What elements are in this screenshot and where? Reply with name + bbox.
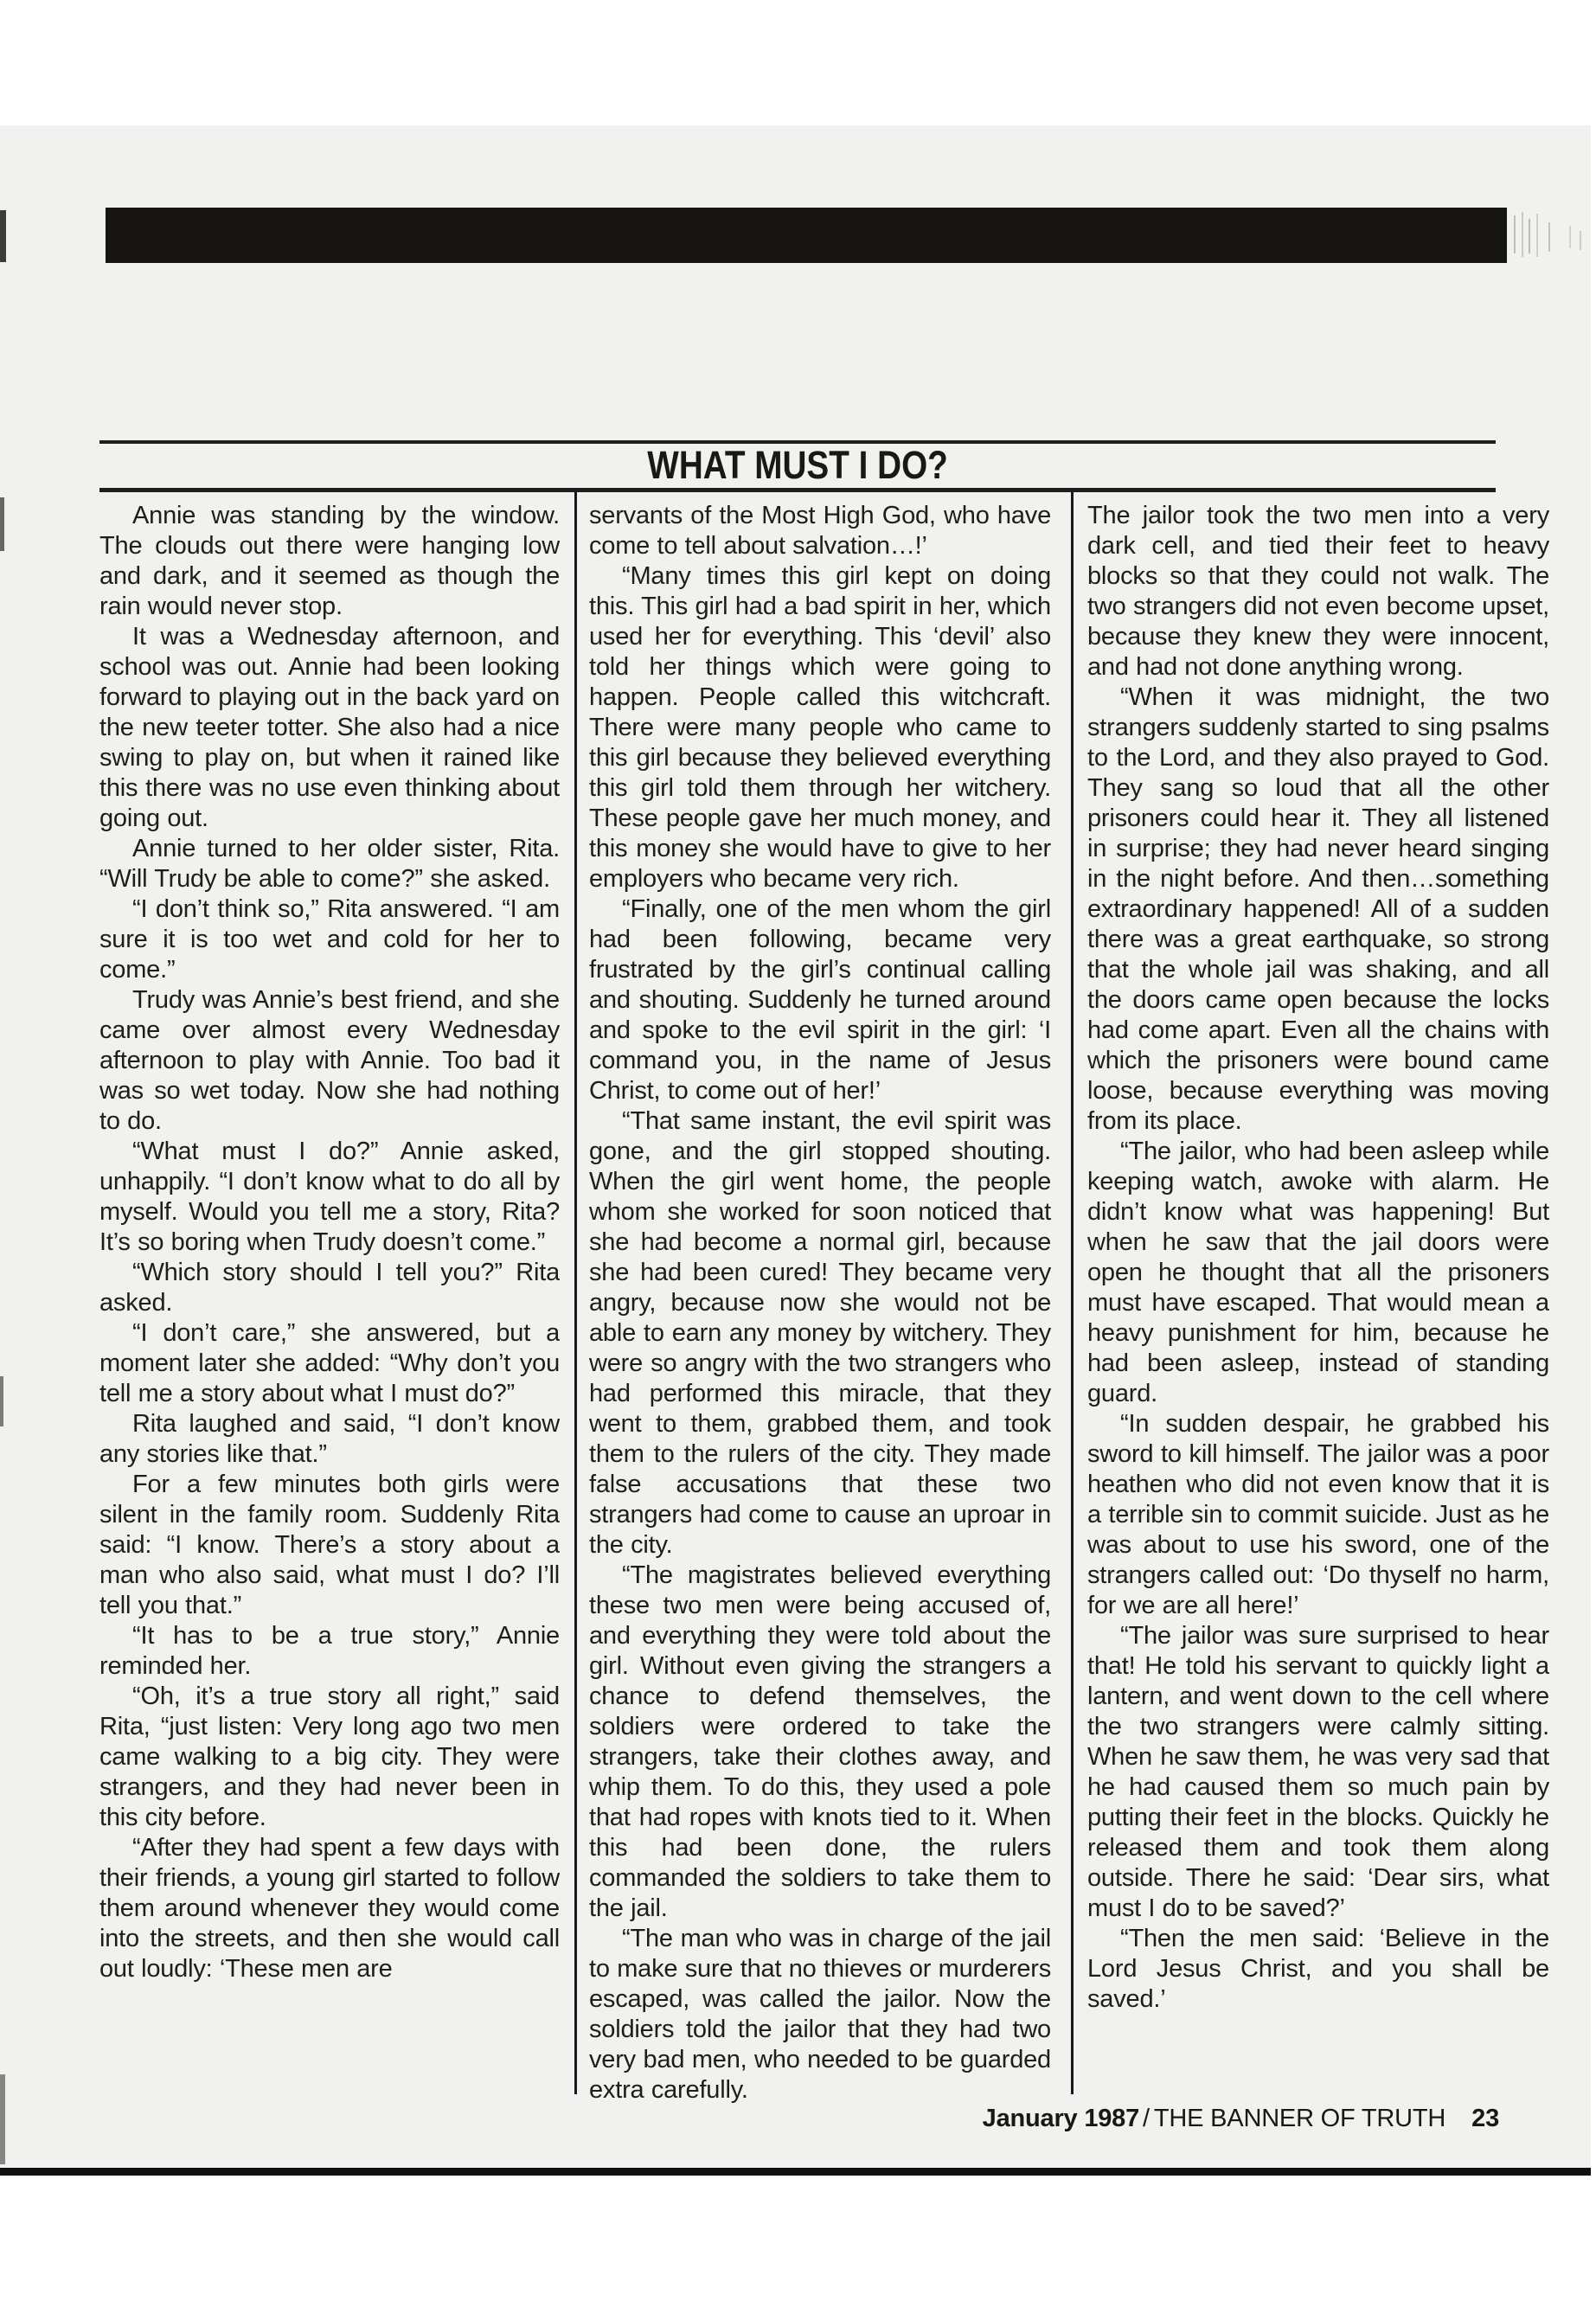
- story-paragraph: “Which story should I tell you?” Rita asked.: [99, 1259, 560, 1317]
- page-title: [99, 442, 1496, 487]
- story-paragraph: “I don’t care,” she answered, but a moment later she added: “Why don’t you tell me a story about what I must do?”: [99, 1319, 560, 1407]
- column-divider-1: [574, 492, 577, 2094]
- story-paragraph: “The magistrates believed everything these two men were being accused of, and everything they were told about the girl. Without even giving the strangers a chance to defend themselves, the soldiers were ordered to take the strangers, take their clothes away, and whip them. To do this, they used a pole that had ropes with knots tied to it. When this had been done, the rulers commanded the soldiers to take them to the jail.: [589, 1561, 1051, 1922]
- story-paragraph: For a few minutes both girls were silent in the family room. Suddenly Rita said: “I know. There’s a story about a man who also said, what must I do? I’ll tell you that.”: [99, 1471, 560, 1619]
- footer-issue-date: January 1987: [982, 2105, 1140, 2132]
- story-paragraph: “That same instant, the evil spirit was gone, and the girl stopped shouting. When the girl went home, the people whom she worked for soon noticed that she had become a normal girl, because she had been cured! They became very angry, because now she would not be able to earn any money by witchery. They were so angry with the two strangers who had performed this miracle, that they went to them, grabbed them, and took them to the rulers of the city. They made false accusations that these two strangers had come to cause an uproar in the city.: [589, 1107, 1051, 1559]
- story-paragraph: “Many times this girl kept on doing this. This girl had a bad spirit in her, which used her for everything. This ‘devil’ also told her things which were going to happen. People called this witchcraft. There were many people who came to this girl because they believed everything this girl told them through her witchery. These people gave her much money, and this money she would have to give to her employers who became very rich.: [589, 562, 1051, 893]
- scan-edge-artifact: [0, 1376, 3, 1426]
- story-paragraph: “The jailor, who had been asleep while keeping watch, awoke with alarm. He didn’t know what was happening! But when he saw that the jail doors were open he thought that all the prisoners must have escaped. That would mean a heavy punishment for him, because he had been asleep, instead of standing guard.: [1087, 1138, 1549, 1407]
- story-columns: [99, 492, 1549, 2215]
- story-paragraph: “The man who was in charge of the jail to make sure that no thieves or murderers escaped, was called the jailor. Now the soldiers told the jailor that they had two very bad men, who needed to be guarded extra carefully.: [589, 1925, 1051, 2104]
- story-paragraph: “Finally, one of the men whom the girl had been following, became very frustrated by the girl’s continual calling and shouting. Suddenly he turned around and spoke to the evil spirit in the girl: ‘I command you, in the name of Jesus Christ, to come out of her!’: [589, 895, 1051, 1105]
- story-paragraph: Trudy was Annie’s best friend, and she came over almost every Wednesday afternoon to play with Annie. Too bad it was so wet today. Now she had nothing to do.: [99, 986, 560, 1135]
- story-paragraph: Annie turned to her older sister, Rita. “Will Trudy be able to come?” she asked.: [99, 835, 560, 893]
- story-paragraph: The jailor took the two men into a very dark cell, and tied their feet to heavy blocks so that they could not walk. The two strangers did not even become upset, because they knew they were innocent, and had not done anything wrong.: [1087, 502, 1549, 681]
- story-column-3: [1087, 501, 1549, 2215]
- story-paragraph: “The jailor was sure surprised to hear that! He told his servant to quickly light a lantern, and went down to the cell where the two strangers were calmly sitting. When he saw them, he was very sad that he had caused them so much pain by putting their feet in the blocks. Quickly he released them and took them along outside. There he said: ‘Dear sirs, what must I do to be saved?’: [1087, 1622, 1549, 1922]
- story-paragraph: Annie was standing by the window. The clouds out there were hanging low and dark, and it seemed as though the rain would never stop.: [99, 502, 560, 620]
- story-column-2: [589, 501, 1051, 2215]
- page-body: [0, 125, 1591, 2168]
- scan-edge-artifact: [0, 2074, 5, 2164]
- column-divider-2: [1071, 492, 1074, 2094]
- footer-page-number: 23: [1471, 2105, 1499, 2132]
- story-paragraph: “In sudden despair, he grabbed his sword to kill himself. The jailor was a poor heathen who did not even know that it is a terrible sin to commit suicide. Just as he was about to use his sword, one of the strangers called out: ‘Do thyself no harm, for we are all here!’: [1087, 1410, 1549, 1619]
- scan-edge-artifact: [0, 210, 6, 262]
- story-paragraph: “Oh, it’s a true story all right,” said Rita, “just listen: Very long ago two men came walking to a big city. They were strangers, and they had never been in this city before.: [99, 1682, 560, 1831]
- story-paragraph: “Then the men said: ‘Believe in the Lord Jesus Christ, and you shall be saved.’: [1087, 1925, 1549, 2013]
- page-footer: [983, 2105, 1499, 2133]
- page-title-text: WHAT MUST I DO?: [647, 443, 948, 487]
- story-paragraph: “What must I do?” Annie asked, unhappily. “I don’t know what to do all by myself. Would you tell me a story, Rita? It’s so boring when Trudy doesn’t come.”: [99, 1138, 560, 1256]
- story-paragraph: Rita laughed and said, “I don’t know any stories like that.”: [99, 1410, 560, 1468]
- story-paragraph: “I don’t think so,” Rita answered. “I am sure it is too wet and cold for her to come.”: [99, 895, 560, 984]
- story-column-1: [99, 501, 560, 2215]
- footer-publication-name: THE BANNER OF TRUTH: [1153, 2105, 1446, 2132]
- scan-scratch-marks: [1514, 210, 1592, 271]
- redacted-masthead-bar: [106, 208, 1507, 263]
- story-paragraph: servants of the Most High God, who have come to tell about salvation…!’: [589, 502, 1051, 560]
- scan-edge-artifact: [0, 497, 4, 551]
- story-paragraph: “When it was midnight, the two strangers suddenly started to sing psalms to the Lord, and they also prayed to God. They sang so loud that all the other prisoners could hear it. They all listened in surprise; they had never heard singing in the night before. And then…something extraordinary happened! All of a sudden there was a great earthquake, so strong that the whole jail was shaking, and all the doors came open because the locks had come apart. Even all the chains with which the prisoners were bound came loose, because everything was moving from its place.: [1087, 683, 1549, 1135]
- story-paragraph: “After they had spent a few days with their friends, a young girl started to follow them around whenever they would come into the streets, and then she would call out loudly: ‘These men are: [99, 1834, 560, 1983]
- story-paragraph: It was a Wednesday afternoon, and school was out. Annie had been looking forward to playing out in the back yard on the new teeter totter. She also had a nice swing to play on, but when it rained like this there was no use even thinking about going out.: [99, 623, 560, 832]
- story-paragraph: “It has to be a true story,” Annie reminded her.: [99, 1622, 560, 1680]
- footer-separator: /: [1143, 2105, 1150, 2132]
- page-bottom-scan-edge: [0, 2168, 1591, 2176]
